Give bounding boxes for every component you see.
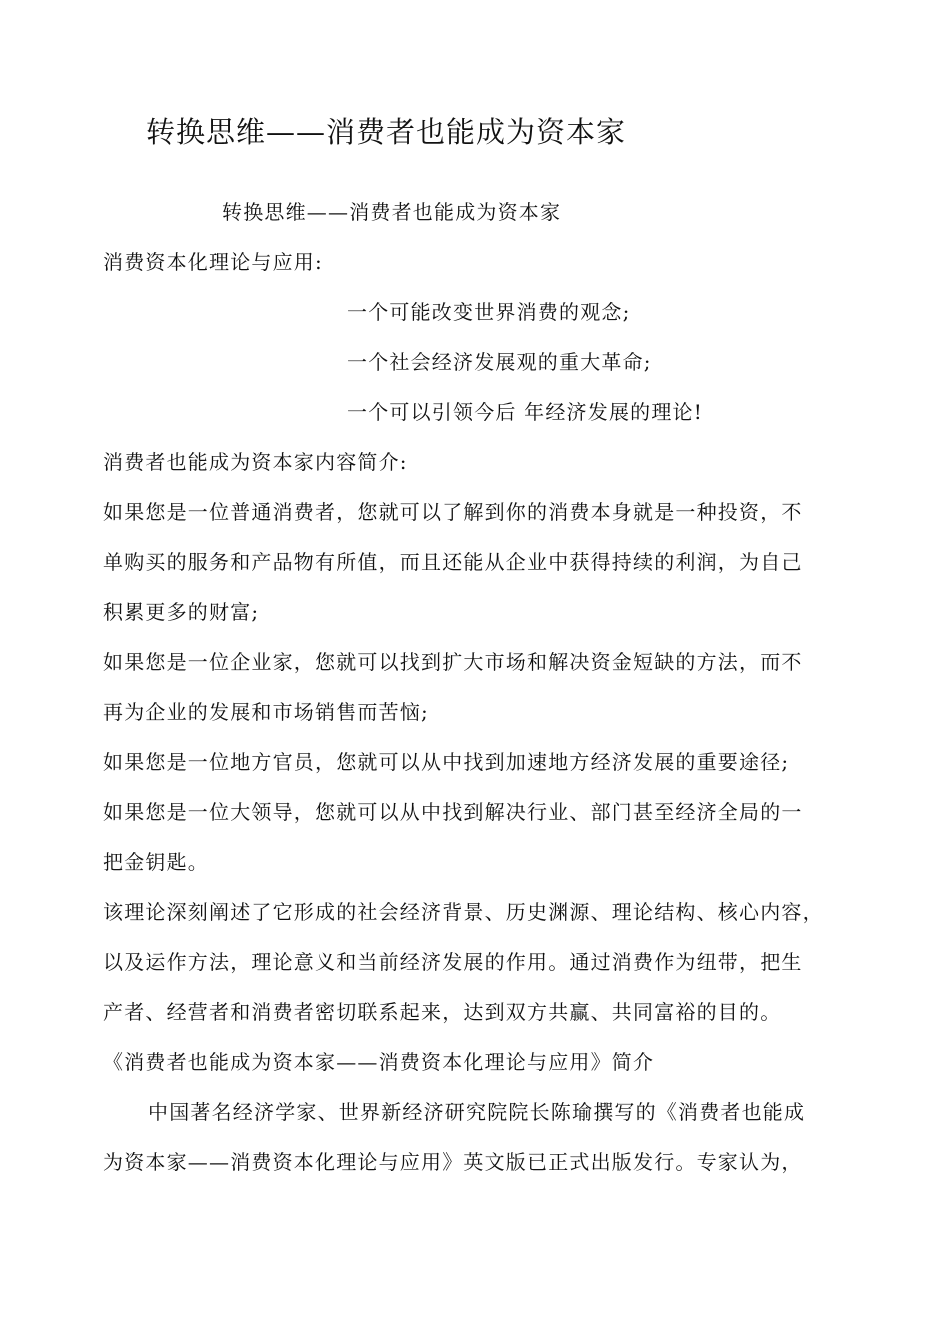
slogan-line: 一个可以引领今后 年经济发展的理论! [347,400,703,424]
paragraph-line: 单购买的服务和产品物有所值，而且还能从企业中获得持续的利润，为自己 [103,550,803,574]
paragraph-line: 产者、经营者和消费者密切联系起来，达到双方共赢、共同富裕的目的。 [103,1000,782,1024]
paragraph-line: 如果您是一位地方官员，您就可以从中找到加速地方经济发展的重要途径; [103,750,790,774]
paragraph-line: 积累更多的财富; [103,600,260,624]
paragraph-line: 中国著名经济学家、世界新经济研究院院长陈瑜撰写的《消费者也能成 [148,1100,806,1124]
paragraph-line: 如果您是一位普通消费者，您就可以了解到你的消费本身就是一种投资，不 [103,500,803,524]
paragraph-line: 如果您是一位大领导，您就可以从中找到解决行业、部门甚至经济全局的一 [103,800,803,824]
slogan-line: 一个社会经济发展观的重大革命; [347,350,652,374]
document-subtitle: 转换思维——消费者也能成为资本家 [222,200,562,224]
section-heading-theory: 消费资本化理论与应用: [103,250,323,274]
paragraph-line: 把金钥匙。 [103,850,209,874]
paragraph-line: 该理论深刻阐述了它形成的社会经济背景、历史渊源、理论结构、核心内容， [103,900,824,924]
paragraph-line: 如果您是一位企业家，您就可以找到扩大市场和解决资金短缺的方法，而不 [103,650,803,674]
document-title: 转换思维——消费者也能成为资本家 [146,115,627,149]
paragraph-line: 再为企业的发展和市场销售而苦恼; [103,700,429,724]
slogan-line: 一个可能改变世界消费的观念; [347,300,631,324]
book-intro-heading: 《消费者也能成为资本家——消费资本化理论与应用》简介 [103,1050,655,1074]
paragraph-line: 以及运作方法，理论意义和当前经济发展的作用。通过消费作为纽带，把生 [103,950,803,974]
section-heading-summary: 消费者也能成为资本家内容简介: [103,450,408,474]
paragraph-line: 为资本家——消费资本化理论与应用》英文版已正式出版发行。专家认为， [103,1150,803,1174]
